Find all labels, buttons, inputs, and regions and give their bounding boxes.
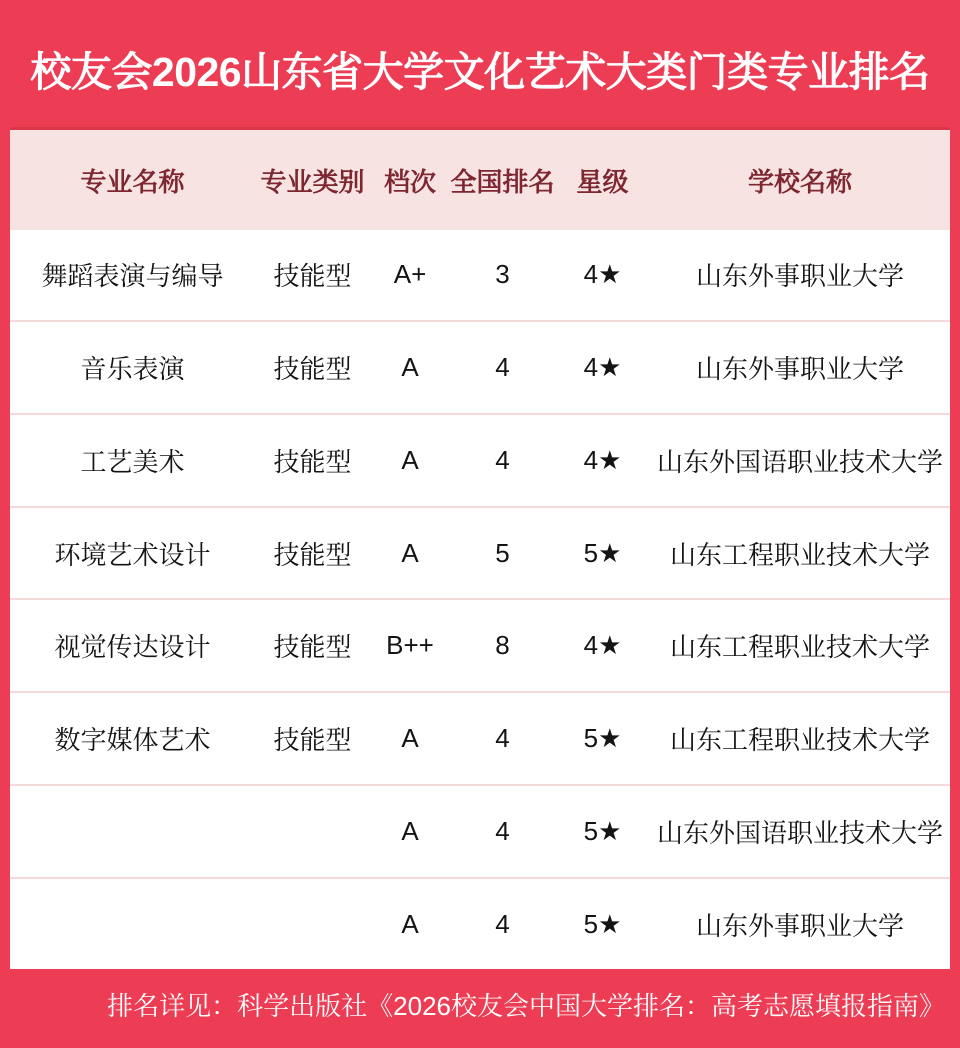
table-header-row (10, 130, 950, 230)
cell-category: 技能型 (255, 230, 370, 321)
cell-stars: 5★ (555, 878, 650, 969)
cell-rank: 4 (450, 878, 555, 969)
cell-school: 山东外国语职业技术大学 (650, 414, 950, 507)
title-banner (9, 9, 951, 130)
cell-stars: 4★ (555, 230, 650, 321)
cell-school: 山东外事职业大学 (650, 878, 950, 969)
cell-category: 技能型 (255, 321, 370, 414)
cell-stars: 4★ (555, 321, 650, 414)
footer-bar (9, 969, 951, 1039)
column-header-major: 专业名称 (80, 166, 185, 197)
cell-rank: 4 (450, 321, 555, 414)
cell-major: 环境艺术设计 (10, 507, 255, 600)
cell-school: 山东工程职业技术大学 (650, 692, 950, 785)
cell-grade: A (370, 414, 450, 507)
page-title: 校友会2026山东省大学文化艺术大类门类专业排名 (30, 48, 930, 95)
cell-major: 工艺美术 (10, 414, 255, 507)
ranking-table (10, 130, 950, 969)
column-header-school: 学校名称 (747, 166, 852, 197)
table-row (10, 507, 950, 600)
cell-school: 山东外事职业大学 (650, 321, 950, 414)
table-row (10, 414, 950, 507)
column-header-category: 专业类别 (260, 166, 365, 197)
cell-rank: 4 (450, 692, 555, 785)
cell-grade: A (370, 507, 450, 600)
table-body (10, 230, 950, 969)
cell-stars: 4★ (555, 414, 650, 507)
cell-category: 技能型 (255, 414, 370, 507)
cell-stars: 5★ (555, 692, 650, 785)
cell-rank: 4 (450, 414, 555, 507)
cell-category: 技能型 (255, 692, 370, 785)
cell-school: 山东工程职业技术大学 (650, 507, 950, 600)
column-header-grade: 档次 (383, 166, 436, 197)
cell-rank: 5 (450, 507, 555, 600)
column-header-stars: 星级 (576, 166, 629, 197)
cell-rank: 3 (450, 230, 555, 321)
cell-rank: 8 (450, 599, 555, 692)
cell-grade: A (370, 878, 450, 969)
table-row (10, 692, 950, 785)
cell-stars: 4★ (555, 599, 650, 692)
cell-stars: 5★ (555, 785, 650, 878)
cell-category: 技能型 (255, 507, 370, 600)
cell-category (255, 878, 370, 969)
cell-major (10, 878, 255, 969)
cell-major (10, 785, 255, 878)
table-row (10, 878, 950, 969)
footer-note: 排名详见：科学出版社《2026校友会中国大学排名：高考志愿填报指南》 (107, 990, 945, 1021)
cell-grade: A (370, 321, 450, 414)
table-header (10, 130, 950, 230)
cell-stars: 5★ (555, 507, 650, 600)
cell-grade: B++ (370, 599, 450, 692)
cell-grade: A+ (370, 230, 450, 321)
cell-school: 山东外国语职业技术大学 (650, 785, 950, 878)
cell-major: 音乐表演 (10, 321, 255, 414)
table-row (10, 785, 950, 878)
cell-grade: A (370, 785, 450, 878)
cell-category: 技能型 (255, 599, 370, 692)
cell-school: 山东工程职业技术大学 (650, 599, 950, 692)
cell-rank: 4 (450, 785, 555, 878)
table-row (10, 230, 950, 321)
cell-grade: A (370, 692, 450, 785)
cell-major: 舞蹈表演与编导 (10, 230, 255, 321)
cell-category (255, 785, 370, 878)
cell-major: 视觉传达设计 (10, 599, 255, 692)
cell-school: 山东外事职业大学 (650, 230, 950, 321)
cell-major: 数字媒体艺术 (10, 692, 255, 785)
table-row (10, 321, 950, 414)
column-header-rank: 全国排名 (450, 166, 555, 197)
table-row (10, 599, 950, 692)
